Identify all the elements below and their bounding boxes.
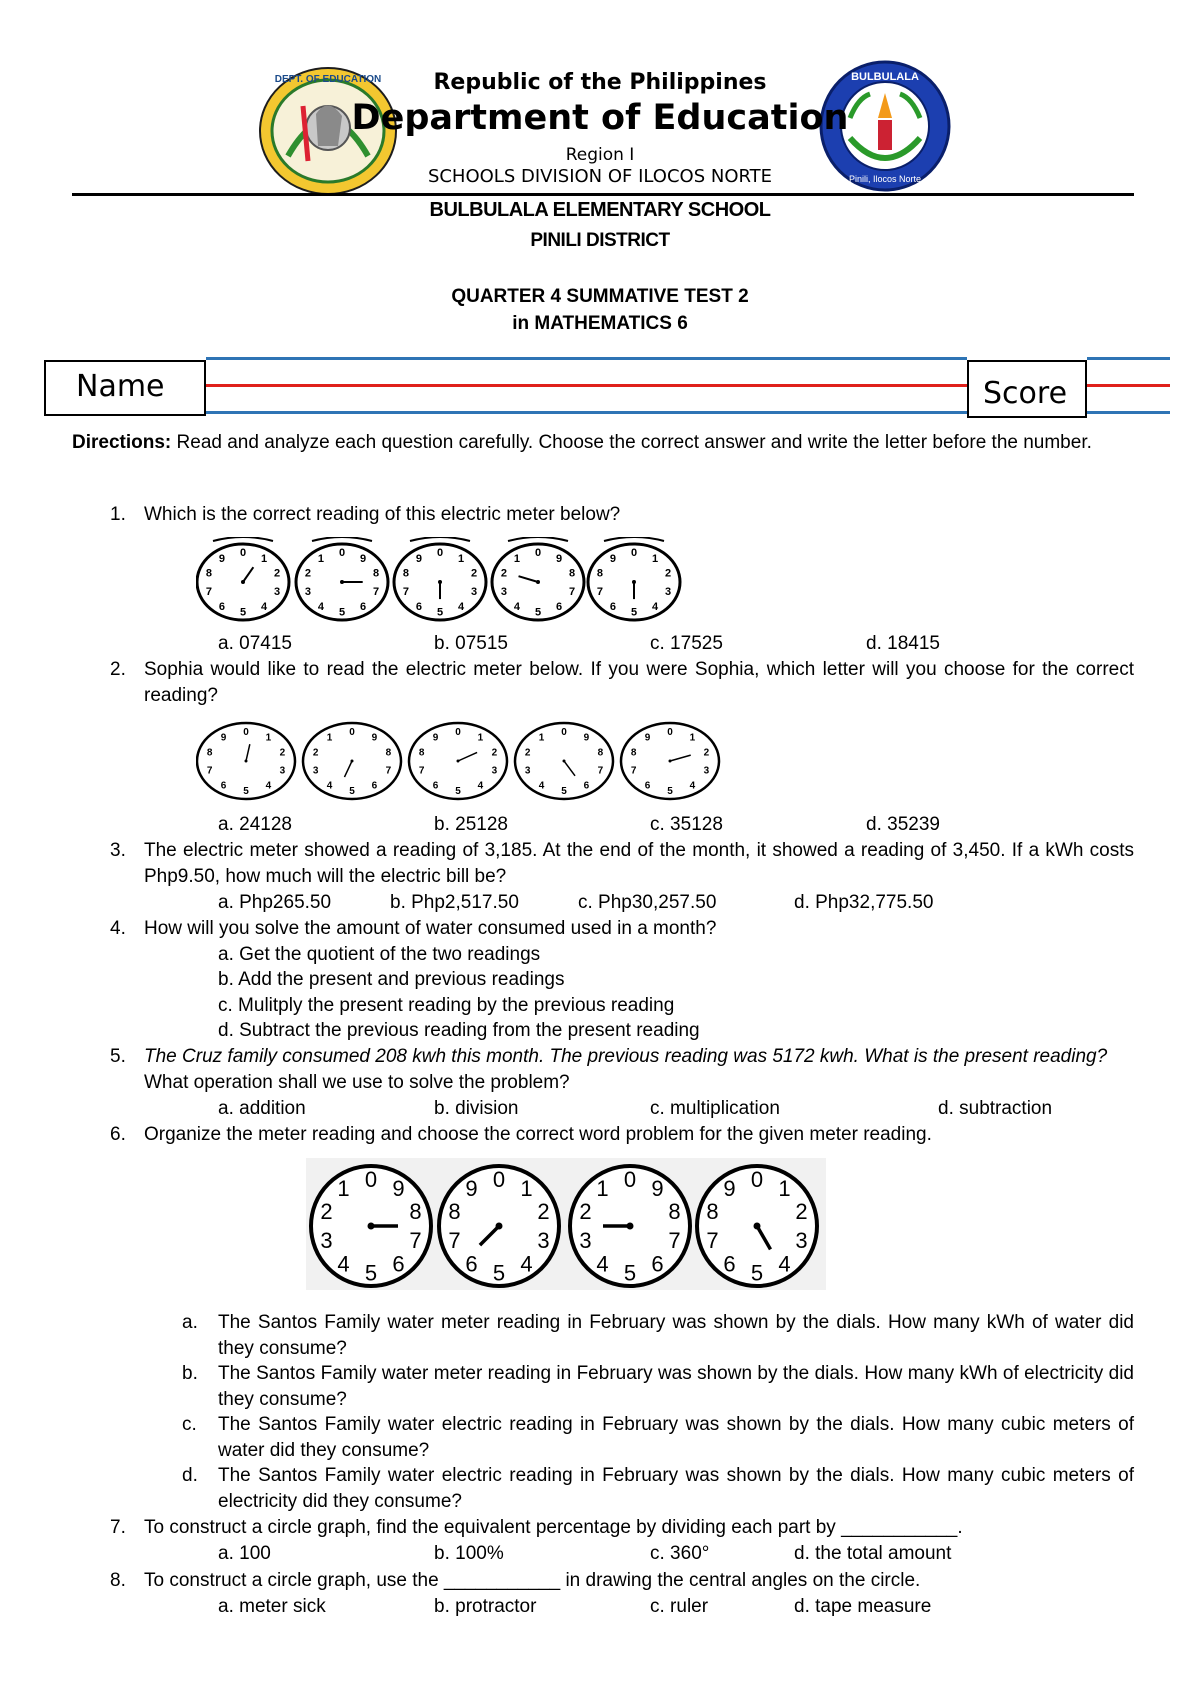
meter-dial xyxy=(515,723,613,799)
score-line-bottom xyxy=(1087,411,1170,414)
option-c[interactable]: c. multiplication xyxy=(650,1098,780,1119)
dial-digit: 0 xyxy=(349,726,355,738)
dial-digit: 0 xyxy=(750,1166,764,1192)
dial-digit: 1 xyxy=(652,552,659,565)
option-b[interactable]: b. Add the present and previous readings xyxy=(218,969,565,990)
dial-digit: 1 xyxy=(458,552,465,565)
dial-digit: 0 xyxy=(630,547,638,560)
dial-digit: 3 xyxy=(320,1228,333,1254)
dial-digit: 9 xyxy=(651,1175,664,1201)
dial-digit: 8 xyxy=(385,747,392,759)
dial-digit: 3 xyxy=(312,765,319,777)
directions-label: Directions: xyxy=(72,432,172,453)
dial-digit: 1 xyxy=(326,732,333,744)
dial-digit: 5 xyxy=(561,786,567,798)
dial-digit: 3 xyxy=(703,765,710,777)
dial-digit: 2 xyxy=(795,1199,808,1225)
dial-digit: 3 xyxy=(491,765,498,777)
dial-digit: 7 xyxy=(706,1228,719,1254)
name-label[interactable]: Name xyxy=(44,360,206,416)
dial-digit: 6 xyxy=(651,1251,664,1277)
meter-dial xyxy=(409,723,507,799)
dial-digit: 4 xyxy=(337,1251,350,1277)
question-text: Organize the meter reading and choose the correct word problem for the given meter reading. xyxy=(144,1124,932,1145)
option-letter[interactable]: d. xyxy=(182,1465,198,1486)
question-number: 5. xyxy=(110,1046,126,1067)
dial-digit: 9 xyxy=(609,552,616,565)
meter-dial xyxy=(303,723,401,799)
dial-digit: 4 xyxy=(596,1251,609,1277)
dial-digit: 5 xyxy=(534,606,542,619)
option-a[interactable]: The Santos Family water meter reading in February was shown by the dials. How many kWh of water did they consume? xyxy=(218,1312,1134,1359)
dial-digit: 0 xyxy=(561,726,567,738)
question-number: 6. xyxy=(110,1124,126,1145)
meter-dial xyxy=(394,544,486,620)
header-rule xyxy=(72,193,1134,196)
question-number: 3. xyxy=(110,840,126,861)
dial-hub xyxy=(632,580,636,584)
school-name: BULBULALA ELEMENTARY SCHOOL xyxy=(429,199,771,221)
dial-digit: 5 xyxy=(623,1260,637,1286)
score-label[interactable]: Score xyxy=(967,360,1087,418)
division-heading: SCHOOLS DIVISION OF ILOCOS NORTE xyxy=(427,166,773,187)
dial-digit: 5 xyxy=(630,606,638,619)
dial-digit: 7 xyxy=(597,765,604,777)
option-d[interactable]: The Santos Family water electric reading in February was shown by the dials. How many cubic meters of electricity did they consume? xyxy=(218,1465,1134,1512)
dial-hub xyxy=(496,1223,503,1230)
dial-digit: 6 xyxy=(723,1251,736,1277)
dial-digit: 4 xyxy=(458,600,465,613)
question-text-plain: What operation shall we use to solve the problem? xyxy=(144,1072,570,1093)
dial-hub xyxy=(368,1223,375,1230)
dial-digit: 9 xyxy=(218,552,225,565)
dial-digit: 1 xyxy=(265,732,272,744)
meter-dial xyxy=(311,1166,431,1286)
dial-digit: 8 xyxy=(668,1199,681,1225)
dial-digit: 7 xyxy=(402,586,409,599)
dial-digit: 5 xyxy=(349,786,355,798)
dial-digit: 4 xyxy=(261,600,268,613)
option-b[interactable]: b. 25128 xyxy=(434,814,508,835)
dial-digit: 0 xyxy=(239,547,247,560)
score-line-top xyxy=(1087,357,1170,360)
dial-digit: 1 xyxy=(261,552,268,565)
option-a[interactable]: a. addition xyxy=(218,1098,306,1119)
dial-digit: 3 xyxy=(500,586,507,599)
dial-digit: 6 xyxy=(220,780,227,792)
dial-digit: 4 xyxy=(265,780,272,792)
dial-digit: 5 xyxy=(750,1260,764,1286)
question-text-italic: The Cruz family consumed 208 kwh this month. The previous reading was 5172 kwh. What is the present reading? xyxy=(144,1046,1108,1067)
question-text: How will you solve the amount of water consumed used in a month? xyxy=(144,918,717,939)
dial-digit: 1 xyxy=(520,1175,533,1201)
dial-digit: 5 xyxy=(243,786,249,798)
dial-digit: 8 xyxy=(402,567,409,580)
dial-hub xyxy=(241,580,245,584)
dial-digit: 6 xyxy=(392,1251,405,1277)
dial-digit: 0 xyxy=(534,547,542,560)
dial-digit: 9 xyxy=(583,732,590,744)
option-c[interactable]: c. ruler xyxy=(650,1596,709,1617)
dial-digit: 2 xyxy=(703,747,710,759)
svg-text:Pinili, Ilocos Norte: Pinili, Ilocos Norte xyxy=(848,174,922,184)
dial-digit: 0 xyxy=(436,547,444,560)
option-d[interactable]: d. 35239 xyxy=(866,814,940,835)
option-d[interactable]: d. Php32,775.50 xyxy=(794,892,934,913)
dial-digit: 7 xyxy=(668,1228,681,1254)
dial-hub xyxy=(457,760,460,763)
dial-digit: 5 xyxy=(436,606,444,619)
dial-digit: 6 xyxy=(556,600,563,613)
question-number: 8. xyxy=(110,1570,126,1591)
dial-digit: 6 xyxy=(583,780,590,792)
meter-dial xyxy=(439,1166,559,1286)
dial-digit: 5 xyxy=(338,606,346,619)
rotation-arrow xyxy=(213,537,273,541)
dial-digit: 6 xyxy=(371,780,378,792)
dial-hub xyxy=(627,1223,634,1230)
dial-digit: 1 xyxy=(689,732,696,744)
dial-digit: 6 xyxy=(465,1251,478,1277)
meter-dial xyxy=(621,723,719,799)
dial-digit: 4 xyxy=(652,600,659,613)
option-a[interactable]: a. Get the quotient of the two readings xyxy=(218,944,541,965)
dial-digit: 1 xyxy=(596,1175,609,1201)
dial-digit: 9 xyxy=(644,732,651,744)
question-text: Which is the correct reading of this electric meter below? xyxy=(144,504,621,525)
directions xyxy=(72,430,1134,456)
dial-digit: 2 xyxy=(320,1199,333,1225)
dial-digit: 1 xyxy=(317,552,324,565)
dial-hub xyxy=(351,760,354,763)
dial-digit: 3 xyxy=(537,1228,550,1254)
option-d[interactable]: d. Subtract the previous reading from the present reading xyxy=(218,1020,700,1041)
dial-digit: 3 xyxy=(579,1228,592,1254)
dial-digit: 0 xyxy=(243,726,249,738)
dial-digit: 0 xyxy=(455,726,461,738)
dial-digit: 9 xyxy=(392,1175,405,1201)
test-title: QUARTER 4 SUMMATIVE TEST 2 xyxy=(451,286,749,307)
dial-digit: 8 xyxy=(596,567,603,580)
option-c[interactable]: c. 17525 xyxy=(650,633,723,654)
dial-digit: 7 xyxy=(596,586,603,599)
svg-text:BULBULALA: BULBULALA xyxy=(851,71,919,83)
dial-hub xyxy=(754,1223,761,1230)
dial-hub xyxy=(438,580,442,584)
dial-digit: 8 xyxy=(206,747,213,759)
rotation-arrow xyxy=(410,537,470,541)
dial-digit: 3 xyxy=(524,765,531,777)
dial-digit: 6 xyxy=(644,780,651,792)
svg-text:DEPT. OF EDUCATION: DEPT. OF EDUCATION xyxy=(274,74,382,85)
dial-digit: 4 xyxy=(477,780,484,792)
option-b[interactable]: b. division xyxy=(434,1098,519,1119)
dial-digit: 5 xyxy=(364,1260,378,1286)
question-number: 4. xyxy=(110,918,126,939)
meter-dial xyxy=(492,544,584,620)
test-subject: in MATHEMATICS 6 xyxy=(512,313,688,334)
score-line-middle xyxy=(1087,384,1170,387)
dial-digit: 7 xyxy=(569,586,576,599)
option-b[interactable]: b. 100% xyxy=(434,1543,504,1564)
republic-heading: Republic of the Philippines xyxy=(433,70,767,95)
dial-digit: 1 xyxy=(477,732,484,744)
dial-digit: 8 xyxy=(630,747,637,759)
dial-digit: 8 xyxy=(205,567,212,580)
dial-digit: 9 xyxy=(723,1175,736,1201)
option-d[interactable]: d. tape measure xyxy=(794,1596,932,1617)
option-b[interactable]: b. 07515 xyxy=(434,633,508,654)
dial-digit: 3 xyxy=(304,586,311,599)
dial-digit: 8 xyxy=(706,1199,719,1225)
dial-digit: 7 xyxy=(448,1228,461,1254)
option-d[interactable]: d. the total amount xyxy=(794,1543,952,1564)
option-a[interactable]: a. meter sick xyxy=(218,1596,326,1617)
dial-digit: 4 xyxy=(689,780,696,792)
dial-digit: 8 xyxy=(409,1199,422,1225)
dial-digit: 8 xyxy=(448,1199,461,1225)
option-b[interactable]: b. protractor xyxy=(434,1596,537,1617)
dial-digit: 5 xyxy=(667,786,673,798)
dial-digit: 4 xyxy=(538,780,545,792)
dial-digit: 0 xyxy=(667,726,673,738)
dial-digit: 2 xyxy=(312,747,319,759)
question-text: To construct a circle graph, find the equivalent percentage by dividing each part by ___________. xyxy=(144,1517,963,1538)
option-c[interactable]: c. Mulitply the present reading by the previous reading xyxy=(218,995,675,1016)
dial-hub xyxy=(669,760,672,763)
name-line-bottom xyxy=(206,411,967,414)
question-number: 2. xyxy=(110,659,126,680)
dial-digit: 7 xyxy=(373,586,380,599)
dial-digit: 6 xyxy=(415,600,422,613)
dial-digit: 6 xyxy=(360,600,367,613)
dial-digit: 1 xyxy=(513,552,520,565)
dial-digit: 0 xyxy=(623,1166,637,1192)
option-a[interactable]: a. 100 xyxy=(218,1543,271,1564)
option-letter[interactable]: b. xyxy=(182,1363,198,1384)
dial-digit: 7 xyxy=(205,586,212,599)
dial-digit: 2 xyxy=(279,747,286,759)
dial-digit: 2 xyxy=(500,567,507,580)
option-d[interactable]: d. 18415 xyxy=(866,633,940,654)
dial-digit: 4 xyxy=(778,1251,791,1277)
dial-digit: 1 xyxy=(337,1175,350,1201)
option-d[interactable]: d. subtraction xyxy=(938,1098,1053,1119)
dial-digit: 7 xyxy=(385,765,392,777)
dial-digit: 2 xyxy=(537,1199,550,1225)
dial-digit: 9 xyxy=(432,732,439,744)
region-heading: Region I xyxy=(565,145,635,165)
dial-digit: 0 xyxy=(364,1166,378,1192)
dial-digit: 4 xyxy=(317,600,324,613)
dial-digit: 7 xyxy=(409,1228,422,1254)
dial-digit: 9 xyxy=(465,1175,478,1201)
option-c[interactable]: c. 360° xyxy=(650,1543,710,1564)
dial-digit: 1 xyxy=(778,1175,791,1201)
dial-digit: 3 xyxy=(274,586,281,599)
option-a[interactable]: a. 24128 xyxy=(218,814,292,835)
meter-dials-q6 xyxy=(306,1158,826,1290)
dial-digit: 9 xyxy=(371,732,378,744)
option-a[interactable]: a. 07415 xyxy=(218,633,292,654)
question-text: To construct a circle graph, use the ___________ in drawing the central angles on the circle. xyxy=(144,1570,921,1591)
dial-digit: 3 xyxy=(279,765,286,777)
meter-dial xyxy=(296,544,388,620)
question-number: 7. xyxy=(110,1517,126,1538)
dial-digit: 8 xyxy=(418,747,425,759)
dial-digit: 7 xyxy=(418,765,425,777)
question-text: Sophia would like to read the electric meter below. If you were Sophia, which letter will you choose for the correct reading? xyxy=(144,659,1134,706)
dial-digit: 7 xyxy=(206,765,213,777)
district-name: PINILI DISTRICT xyxy=(530,230,670,251)
dial-digit: 3 xyxy=(471,586,478,599)
department-heading: Department of Education xyxy=(351,98,849,138)
option-letter[interactable]: c. xyxy=(182,1414,197,1435)
dial-digit: 8 xyxy=(597,747,604,759)
dial-digit: 9 xyxy=(415,552,422,565)
option-c[interactable]: The Santos Family water electric reading in February was shown by the dials. How many cubic meters of water did they consume? xyxy=(218,1414,1134,1461)
dial-digit: 0 xyxy=(492,1166,506,1192)
dial-digit: 9 xyxy=(556,552,563,565)
dial-digit: 5 xyxy=(455,786,461,798)
electric-meter-dials-q2 xyxy=(196,718,732,804)
dial-digit: 6 xyxy=(218,600,225,613)
dial-digit: 4 xyxy=(326,780,333,792)
option-c[interactable]: c. 35128 xyxy=(650,814,723,835)
meter-dial xyxy=(697,1166,817,1286)
directions-text: Read and analyze each question carefully. Choose the correct answer and write the letter before the number. xyxy=(171,432,1092,453)
dial-digit: 0 xyxy=(338,547,346,560)
option-a[interactable]: a. Php265.50 xyxy=(218,892,332,913)
meter-dial xyxy=(588,544,680,620)
dial-digit: 2 xyxy=(524,747,531,759)
dial-digit: 9 xyxy=(360,552,367,565)
option-c[interactable]: c. Php30,257.50 xyxy=(578,892,717,913)
option-b[interactable]: b. Php2,517.50 xyxy=(390,892,519,913)
dial-digit: 2 xyxy=(579,1199,592,1225)
dial-digit: 8 xyxy=(373,567,380,580)
dial-digit: 3 xyxy=(795,1228,808,1254)
electric-meter-dials-q1 xyxy=(196,537,686,627)
name-line-top xyxy=(206,357,967,360)
option-b[interactable]: The Santos Family water meter reading in February was shown by the dials. How many kWh of electricity did they consume? xyxy=(218,1363,1134,1410)
dial-digit: 2 xyxy=(665,567,672,580)
dial-digit: 5 xyxy=(492,1260,506,1286)
dial-digit: 2 xyxy=(471,567,478,580)
dial-digit: 9 xyxy=(220,732,227,744)
dial-hub xyxy=(536,580,540,584)
rotation-arrow xyxy=(312,537,372,541)
question-text: The electric meter showed a reading of 3,185. At the end of the month, it showed a reading of 3,450. If a kWh costs Php9.50, how much will the electric bill be? xyxy=(144,840,1134,887)
meter-dial xyxy=(197,723,295,799)
dial-digit: 5 xyxy=(239,606,247,619)
name-line-middle xyxy=(206,384,967,387)
dial-digit: 6 xyxy=(609,600,616,613)
rotation-arrow xyxy=(508,537,568,541)
dial-hub xyxy=(340,580,344,584)
dial-digit: 1 xyxy=(538,732,545,744)
dial-digit: 2 xyxy=(304,567,311,580)
dial-digit: 4 xyxy=(520,1251,533,1277)
dial-digit: 2 xyxy=(491,747,498,759)
meter-dial xyxy=(570,1166,690,1286)
dial-digit: 4 xyxy=(513,600,520,613)
dial-digit: 7 xyxy=(630,765,637,777)
rotation-arrow xyxy=(604,537,664,541)
question-number: 1. xyxy=(110,504,126,525)
meter-dial xyxy=(197,544,289,620)
question-text xyxy=(144,1044,1134,1096)
dial-digit: 8 xyxy=(569,567,576,580)
dial-hub xyxy=(563,760,566,763)
dial-digit: 2 xyxy=(274,567,281,580)
dial-digit: 3 xyxy=(665,586,672,599)
option-letter[interactable]: a. xyxy=(182,1312,198,1333)
dial-hub xyxy=(245,760,248,763)
dial-digit: 6 xyxy=(432,780,439,792)
